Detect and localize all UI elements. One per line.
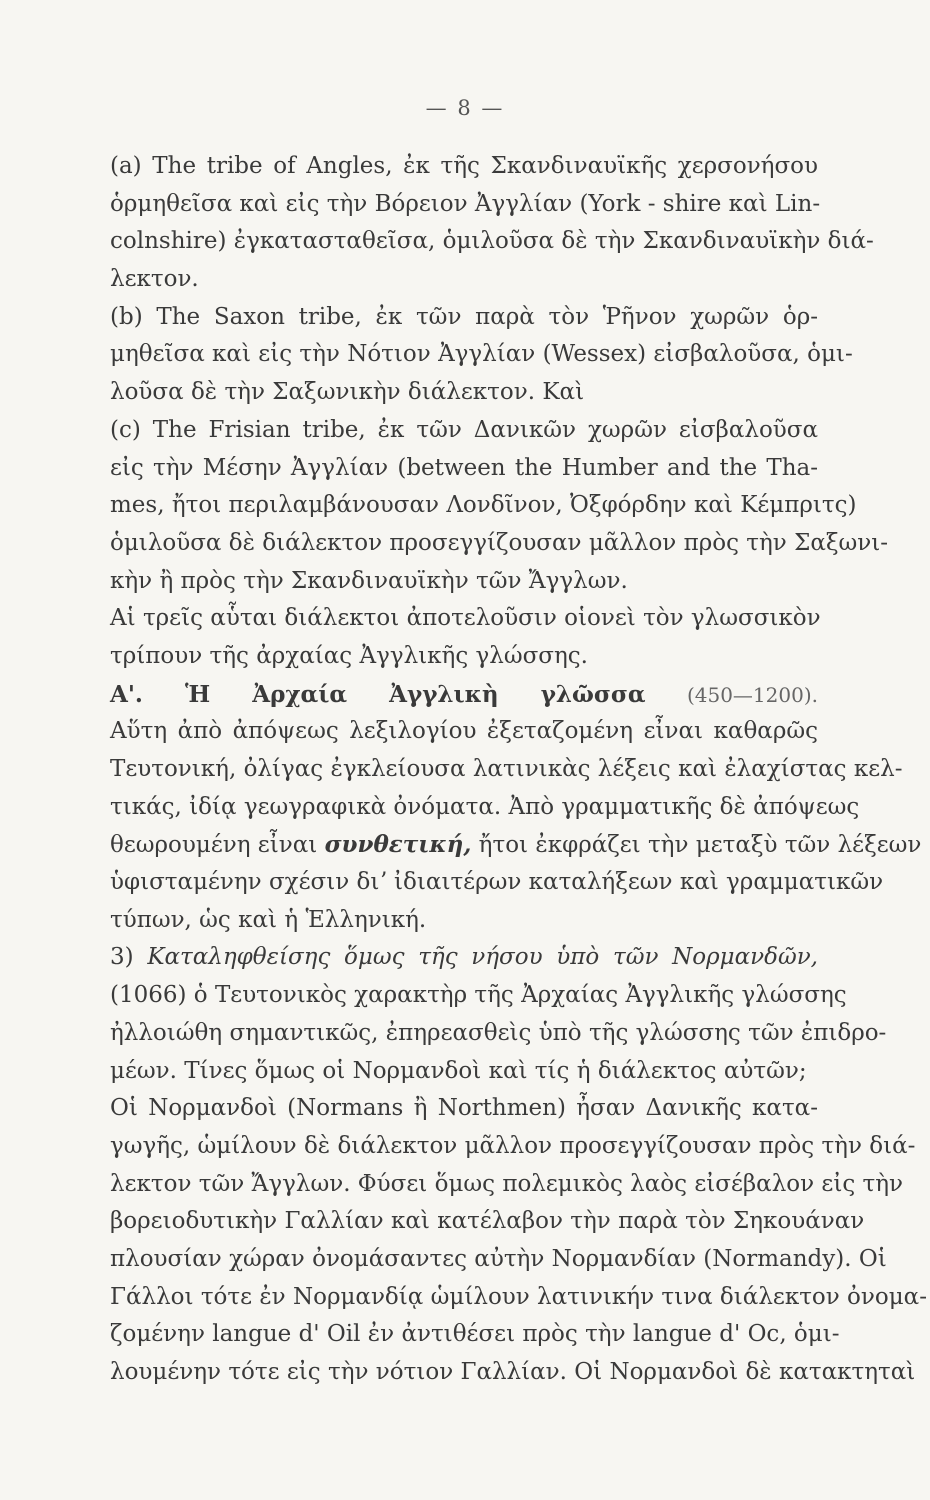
list-number: 3)	[110, 944, 148, 971]
text-line: ὁρμηθεῖσα καὶ εἰς τὴν Βόρειον Ἀγγλίαν (York - shire καὶ Lin-	[110, 190, 821, 217]
text-line: λοῦσα δὲ τὴν Σαξωνικὴν διάλεκτον. Καὶ	[110, 379, 585, 406]
text-line: κὴν ἢ πρὸς τὴν Σκανδιναυϊκὴν τῶν Ἄγγλων.	[110, 567, 628, 594]
text-line: Οἱ Νορμανδοὶ (Normans ἢ Northmen) ἦσαν Δανικῆς κατα-	[110, 1095, 818, 1122]
page-number: — 8 —	[425, 96, 505, 120]
text-line: πλουσίαν χώραν ὀνομάσαντες αὐτὴν Νορμανδίαν (Normandy). Οἱ	[110, 1245, 887, 1272]
heading-title: Α'. Ἡ Ἀρχαία Ἀγγλικὴ γλῶσσα	[110, 680, 646, 708]
text-line: ὑφισταμένην σχέσιν διʼ ἰδιαιτέρων καταλήξεων καὶ γραμματικῶν	[110, 869, 884, 896]
text-line: λουμένην τότε εἰς τὴν νότιον Γαλλίαν. Οἱ Νορμανδοὶ δὲ κατακτηταὶ	[110, 1359, 916, 1385]
paragraph-block-grammar	[110, 864, 884, 939]
text-line: λεκτον τῶν Ἄγγλων. Φύσει ὅμως πολεμικὸς λαὸς εἰσέβαλον εἰς τὴν	[110, 1170, 904, 1197]
text-line: Τευτονική, ὀλίγας ἐγκλείουσα λατινικὰς λέξεις καὶ ἐλαχίστας κελ-	[110, 756, 903, 782]
paragraph-block-tribes	[110, 148, 889, 676]
text-line: (b) The Saxon tribe, ἐκ τῶν παρὰ τὸν Ῥῆνον χωρῶν ὁρ-	[110, 303, 818, 330]
text-line: μέων. Τίνες ὅμως οἱ Νορμανδοὶ καὶ τίς ἡ διάλεκτος αὐτῶν;	[110, 1057, 807, 1084]
text-line: μηθεῖσα καὶ εἰς τὴν Νότιον Ἀγγλίαν (Wessex) εἰσβαλοῦσα, ὁμι-	[110, 341, 853, 368]
emphasis-synthetic: συνθετική,	[324, 831, 472, 859]
text-line: ἠλλοιώθη σημαντικῶς, ἐπηρεασθεὶς ὑπὸ τῆς γλώσσης τῶν ἐπιδρο-	[110, 1019, 887, 1046]
paragraph-block-old-english	[110, 713, 903, 826]
text-line: Αἱ τρεῖς αὗται διάλεκτοι ἀποτελοῦσιν οἱονεὶ τὸν γλωσσικὸν	[110, 605, 821, 632]
text-line: ὁμιλοῦσα δὲ διάλεκτον προσεγγίζουσαν μᾶλλον πρὸς τὴν Σαξωνι-	[110, 529, 889, 556]
heading-dates: (450—1200).	[686, 682, 818, 707]
text-line: λεκτον.	[110, 266, 199, 293]
text-line: τρίπουν τῆς ἀρχαίας Ἀγγλικῆς γλώσσης.	[110, 642, 588, 669]
text-fragment: θεωρουμένη εἶναι	[110, 832, 325, 859]
text-line: mes, ἤτοι περιλαμβάνουσαν Λονδῖνον, Ὀξφόρδην καὶ Κέμπριτς)	[110, 492, 857, 519]
text-line: (a) The tribe of Angles, ἐκ τῆς Σκανδιναυϊκῆς χερσονήσου	[110, 153, 818, 179]
paragraph-block-normans	[110, 977, 927, 1392]
italic-phrase: Καταληφθείσης ὅμως τῆς νήσου ὑπὸ τῶν Νορμανδῶν,	[147, 944, 818, 971]
text-line: γωγῆς, ὡμίλουν δὲ διάλεκτον μᾶλλον προσεγγίζουσαν πρὸς τὴν διά-	[110, 1132, 916, 1159]
text-line-synthetic	[110, 826, 922, 864]
text-line: colnshire) ἐγκατασταθεῖσα, ὁμιλοῦσα δὲ τὴν Σκανδιναυϊκὴν διά-	[110, 228, 874, 255]
text-fragment: ἤτοι ἐκφράζει τὴν μεταξὺ τῶν λέξεων	[471, 832, 922, 859]
text-line: Γάλλοι τότε ἐν Νορμανδίᾳ ὡμίλουν λατινικήν τινα διάλεκτον ὀνομα-	[110, 1283, 927, 1310]
section-heading	[110, 676, 818, 714]
text-line: βορειοδυτικὴν Γαλλίαν καὶ κατέλαβον τὴν παρὰ τὸν Σηκουάναν	[110, 1208, 865, 1235]
text-line: ζομένην langue d' Oil ἐν ἀντιθέσει πρὸς τὴν langue d' Oc, ὁμι-	[110, 1321, 840, 1348]
text-line: Αὕτη ἀπὸ ἀπόψεως λεξιλογίου ἐξεταζομένη εἶναι καθαρῶς	[110, 718, 818, 745]
text-column	[110, 148, 927, 1392]
text-line: τικάς, ἰδίᾳ γεωγραφικὰ ὀνόματα. Ἀπὸ γραμματικῆς δὲ ἀπόψεως	[110, 793, 860, 820]
text-line: εἰς τὴν Μέσην Ἀγγλίαν (between the Humber and the Tha-	[110, 454, 818, 481]
text-line: (c) The Frisian tribe, ἐκ τῶν Δανικῶν χωρῶν εἰσβαλοῦσα	[110, 416, 818, 443]
text-line-norman-heading	[110, 939, 818, 977]
text-line: τύπων, ὡς καὶ ἡ Ἑλληνική.	[110, 906, 427, 933]
text-line: (1066) ὁ Τευτονικὸς χαρακτὴρ τῆς Ἀρχαίας Ἀγγλικῆς γλώσσης	[110, 982, 847, 1009]
